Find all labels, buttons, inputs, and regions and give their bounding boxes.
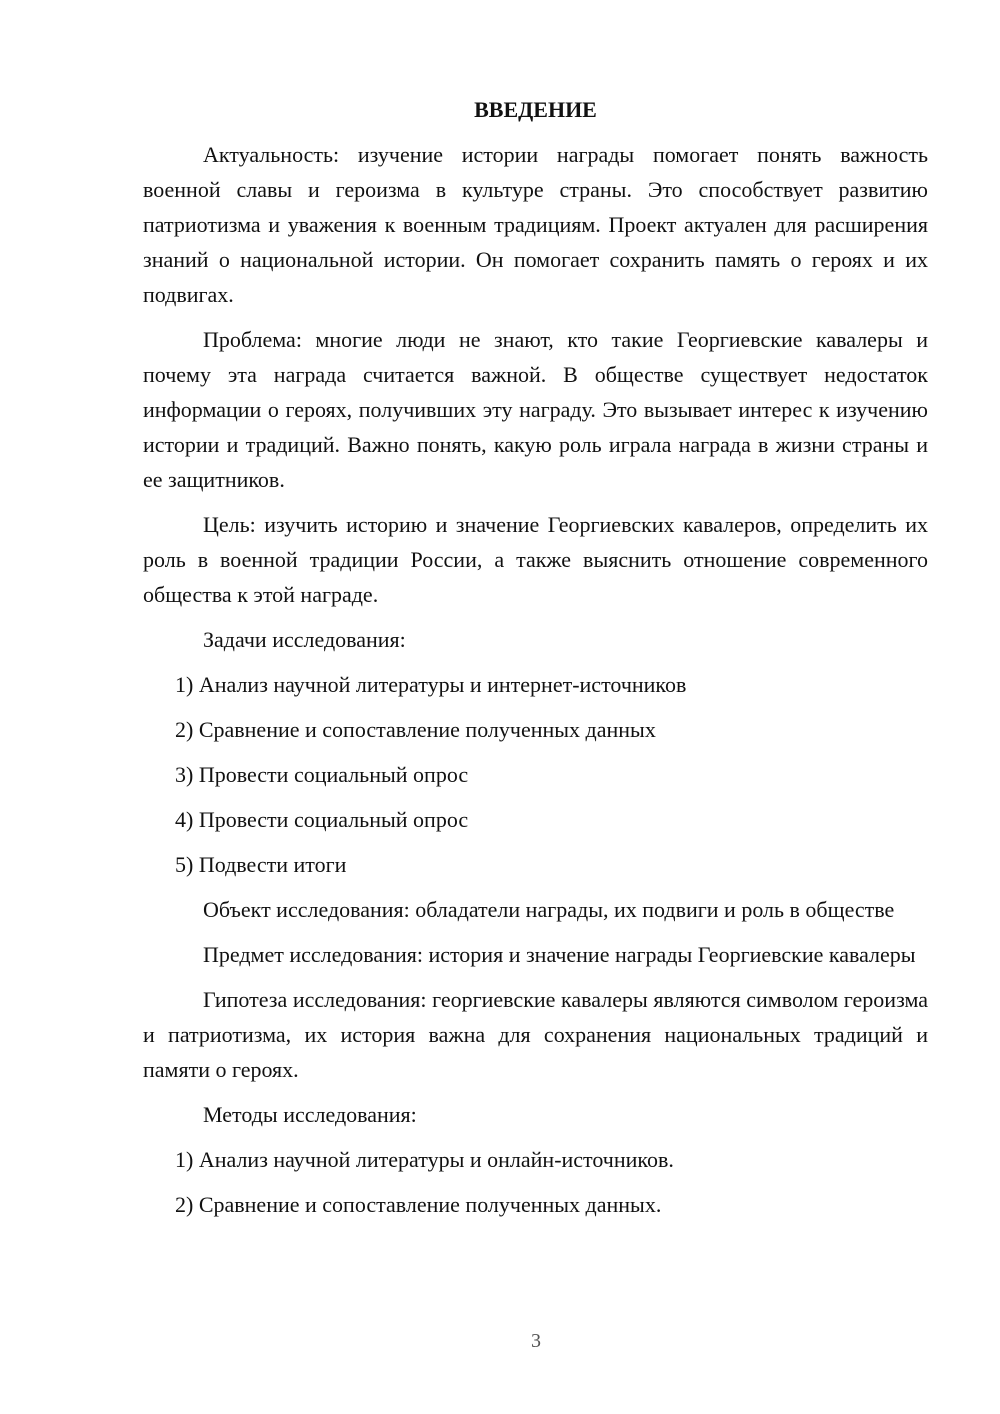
list-item: 1) Анализ научной литературы и онлайн-источников. [175, 1147, 674, 1172]
page-content [143, 92, 928, 1232]
subject-paragraph: Предмет исследования: история и значение награды Георгиевские кавалеры [203, 942, 916, 967]
object-paragraph: Объект исследования: обладатели награды, их подвиги и роль в обществе [203, 897, 895, 922]
page-number: 3 [531, 1330, 541, 1352]
list-item: 1) Анализ научной литературы и интернет-источников [175, 672, 687, 697]
hypothesis-paragraph: Гипотеза исследования: георгиевские кавалеры являются символом героизма и патриотизма, их история важна для сохранения национальных традиций и памяти о героях. [143, 987, 928, 1082]
list-item: 3) Провести социальный опрос [175, 762, 469, 787]
methods-list [143, 1142, 928, 1222]
list-item: 2) Сравнение и сопоставление полученных данных [175, 717, 656, 742]
problem-paragraph: Проблема: многие люди не знают, кто такие Георгиевские кавалеры и почему эта награда считается важной. В обществе существует недостаток информации о героях, получивших эту награду. Это вызывает интерес к изучению истории и традиций. Важно понять, какую роль играла награда в жизни страны и ее защитников. [143, 327, 928, 492]
section-heading: ВВЕДЕНИЕ [474, 97, 597, 122]
goal-paragraph: Цель: изучить историю и значение Георгиевских кавалеров, определить их роль в военной традиции России, а также выяснить отношение современного общества к этой награде. [143, 512, 928, 607]
tasks-label: Задачи исследования: [203, 627, 406, 652]
tasks-list [143, 667, 928, 882]
list-item: 4) Провести социальный опрос [175, 807, 469, 832]
list-item: 5) Подвести итоги [175, 852, 347, 877]
methods-label: Методы исследования: [203, 1102, 417, 1127]
list-item: 2) Сравнение и сопоставление полученных данных. [175, 1192, 662, 1217]
relevance-paragraph: Актуальность: изучение истории награды помогает понять важность военной славы и героизма в культуре страны. Это способствует развитию патриотизма и уважения к военным традициям. Проект актуален для расширения знаний о национальной истории. Он помогает сохранить память о героях и их подвигах. [143, 142, 928, 307]
